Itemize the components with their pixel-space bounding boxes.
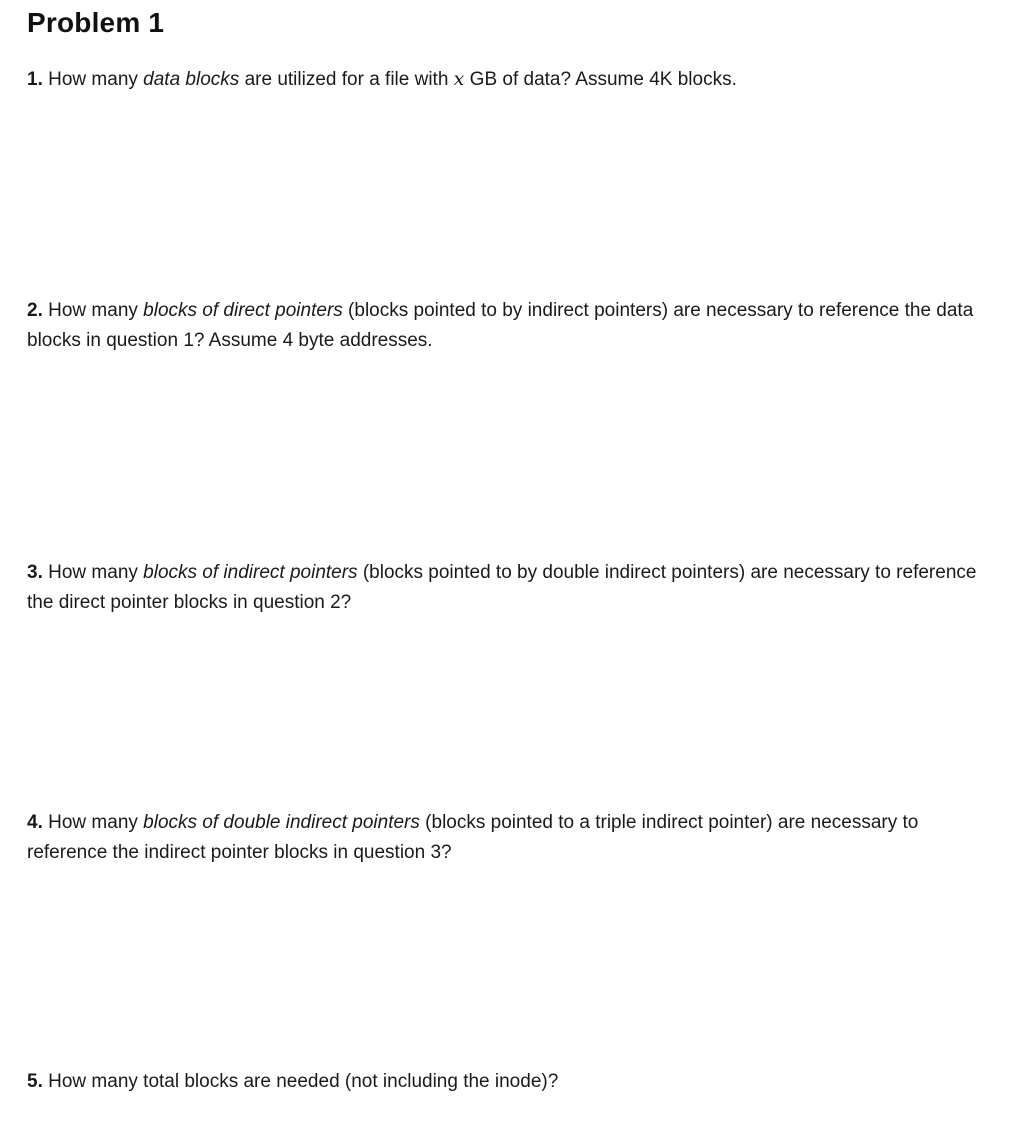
page-title: Problem 1 [27,7,165,38]
question-number: 3. [27,562,43,583]
question-emphasis: data blocks [143,69,240,90]
question-emphasis: blocks of double indirect pointers [143,812,420,833]
question-emphasis: blocks of direct pointers [143,300,343,321]
question-number: 2. [27,300,43,321]
question-variable: x [453,68,465,90]
question-text: (blocks pointed to by indirect pointers) are necessary to reference the data blocks in question 1? Assume 4 byte addresses. [27,300,974,351]
question-text: (blocks pointed to a triple indirect pointer) are necessary to reference the indirect pointer blocks in question 3? [27,812,919,863]
question-text: How many [42,69,144,90]
question-text: How many total blocks are needed (not including the inode)? [42,1071,559,1092]
question-3 [27,558,997,618]
question-text: (blocks pointed to by double indirect pointers) are necessary to reference the direct pointer blocks in question 2? [27,562,977,613]
question-text: How many [42,562,144,583]
question-emphasis: blocks of indirect pointers [143,562,358,583]
question-text: are utilized for a file with [239,69,454,90]
question-1 [27,64,997,95]
question-5 [27,1067,997,1097]
question-4 [27,808,997,868]
question-text: How many [42,300,144,321]
question-2 [27,296,997,356]
question-number: 1. [27,69,43,90]
question-number: 5. [27,1071,43,1092]
question-text: How many [42,812,144,833]
question-text: GB of data? Assume 4K blocks. [464,69,737,90]
question-number: 4. [27,812,43,833]
